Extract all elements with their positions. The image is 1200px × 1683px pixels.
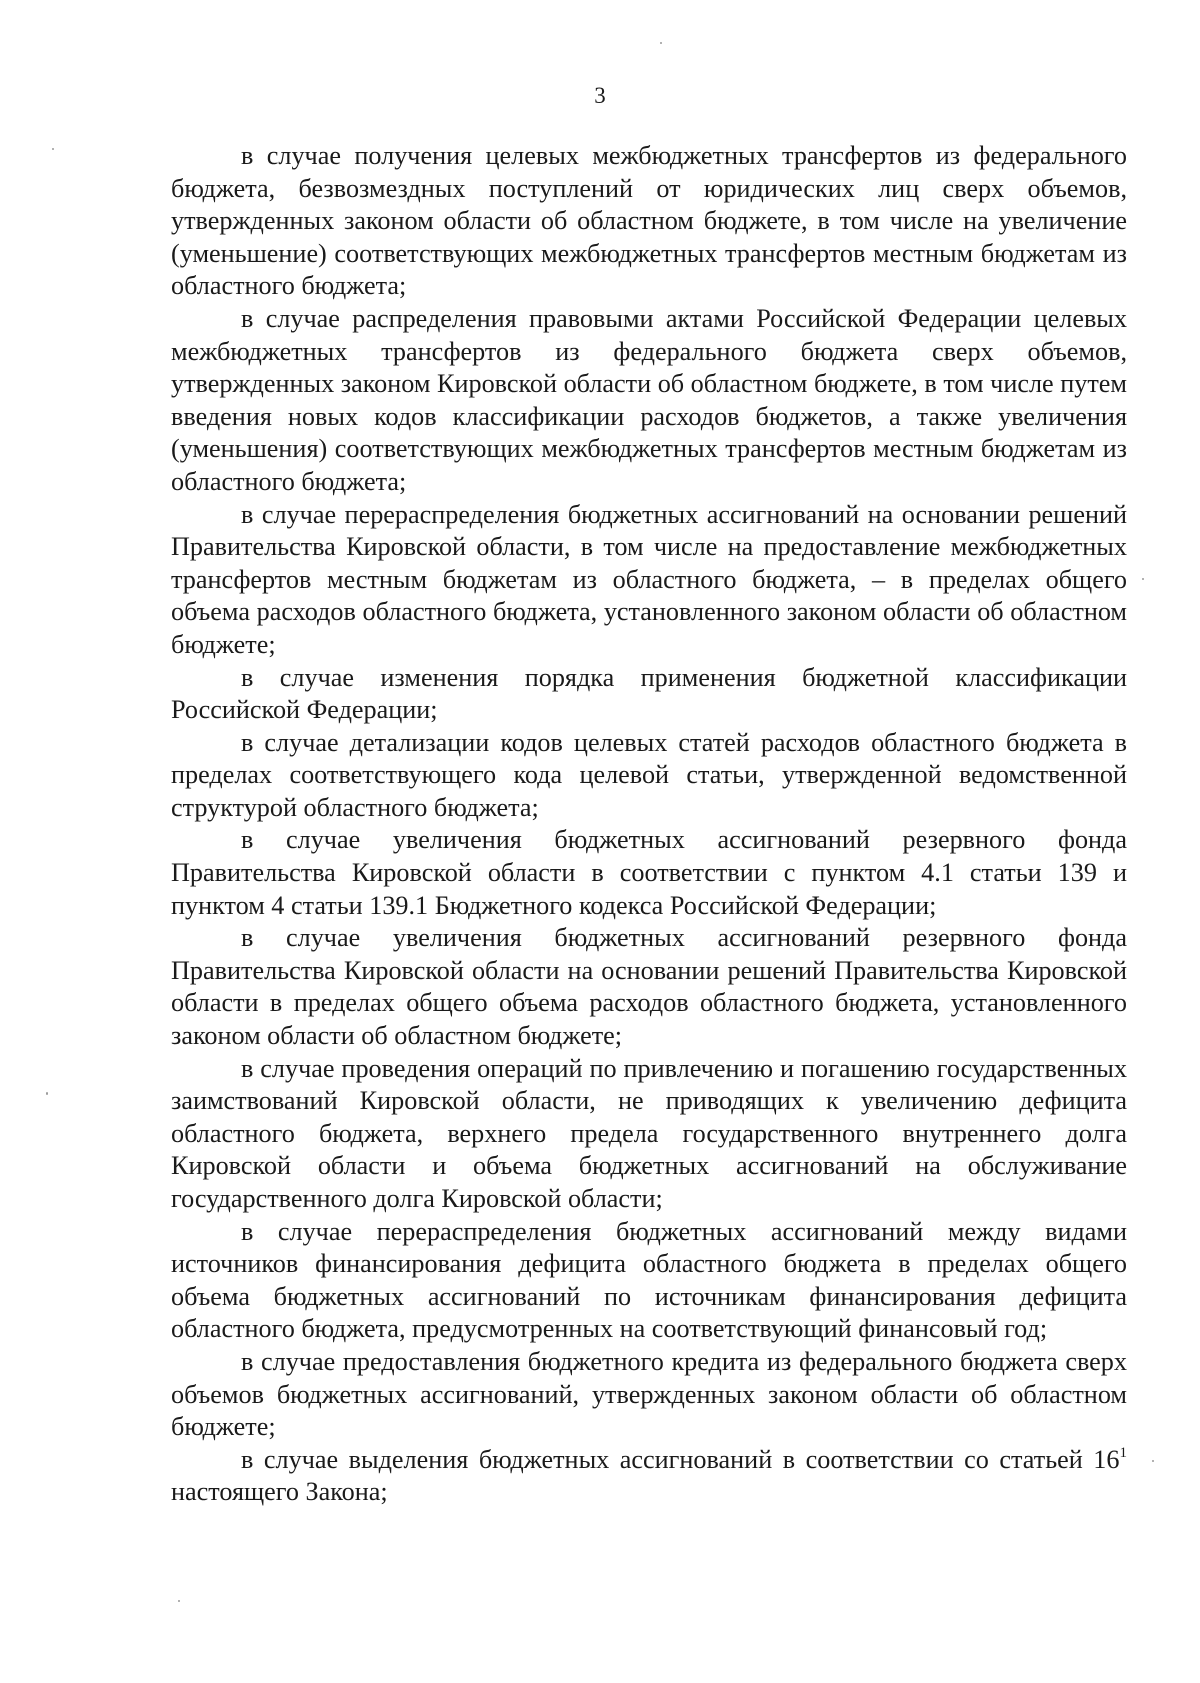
paragraph: в случае перераспределения бюджетных ассигнований на основании решений Правительства Кировской области, в том числе на предоставление межбюджетных трансфертов местным бюджетам из областного бюджета, – в пределах общего объема расходов областного бюджета, установленного законом области об областном бюджете; xyxy=(171,499,1127,659)
scan-speck xyxy=(52,148,54,150)
paragraph: в случае предоставления бюджетного кредита из федерального бюджета сверх объемов бюджетных ассигнований, утвержденных законом области об областном бюджете; xyxy=(171,1346,1127,1442)
paragraph: в случае перераспределения бюджетных ассигнований между видами источников финансирования дефицита областного бюджета в пределах общего объема бюджетных ассигнований по источникам финансирования дефицита областного бюджета, предусмотренных на соответствующий финансовый год; xyxy=(171,1216,1127,1344)
scan-speck xyxy=(1142,578,1144,580)
document-body xyxy=(171,140,1127,1509)
paragraph: в случае увеличения бюджетных ассигнований резервного фонда Правительства Кировской области на основании решений Правительства Кировской области в пределах общего объема расходов областного бюджета, установленного законом области об областном бюджете; xyxy=(171,923,1127,1051)
paragraph: в случае получения целевых межбюджетных трансфертов из федерального бюджета, безвозмездных поступлений от юридических лиц сверх объемов, утвержденных законом области об областном бюджете, в том числе на увеличение (уменьшение) соответствующих межбюджетных трансфертов местным бюджетам из областного бюджета; xyxy=(171,141,1127,301)
paragraph: в случае увеличения бюджетных ассигнований резервного фонда Правительства Кировской области в соответствии с пунктом 4.1 статьи 139 и пунктом 4 статьи 139.1 Бюджетного кодекса Российской Федерации; xyxy=(171,825,1127,920)
page-number: 3 xyxy=(594,83,606,108)
paragraph-text: в случае выделения бюджетных ассигнований в соответствии со статьей 16 xyxy=(241,1444,1120,1474)
scan-speck xyxy=(1152,1460,1154,1462)
superscript: 1 xyxy=(1119,1444,1127,1461)
paragraph: в случае проведения операций по привлечению и погашению государственных заимствований Кировской области, не приводящих к увеличению дефицита областного бюджета, верхнего предела государственного внутреннего долга Кировской области и объема бюджетных ассигнований на обслуживание государственного долга Кировской области; xyxy=(171,1053,1127,1213)
paragraph: в случае детализации кодов целевых статей расходов областного бюджета в пределах соответствующего кода целевой статьи, утвержденной ведомственной структурой областного бюджета; xyxy=(171,727,1127,822)
scan-speck xyxy=(46,1092,48,1095)
paragraph-last xyxy=(171,1444,1127,1509)
scan-speck xyxy=(178,1600,180,1602)
paragraph: в случае изменения порядка применения бюджетной классификации Российской Федерации; xyxy=(171,662,1127,725)
scan-speck xyxy=(660,42,662,44)
paragraph-text: настоящего Закона; xyxy=(171,1477,388,1507)
paragraph: в случае распределения правовыми актами Российской Федерации целевых межбюджетных трансфертов из федерального бюджета сверх объемов, утвержденных законом Кировской области об областном бюджете, в том числе путем введения новых кодов классификации расходов бюджетов, а также увеличения (уменьшения) соответствующих межбюджетных трансфертов местным бюджетам из областного бюджета; xyxy=(171,303,1127,496)
